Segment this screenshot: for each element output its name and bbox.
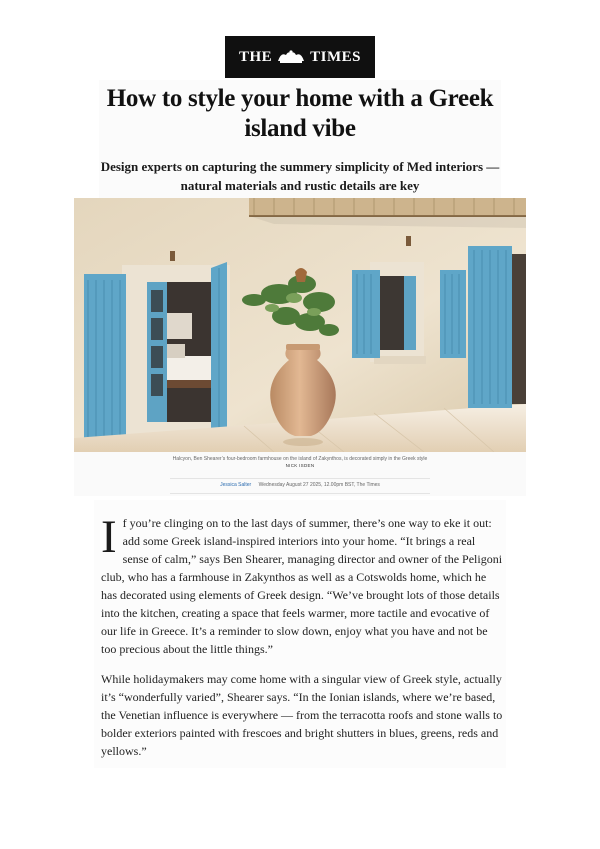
byline-divider-top (170, 478, 430, 479)
article-headline: How to style your home with a Greek island vibe (106, 85, 494, 142)
article-paragraph-1 (101, 511, 503, 658)
photo-credit: NICK ISDEN (285, 463, 315, 468)
hero-image-greek-farmhouse (74, 198, 526, 452)
author-link[interactable]: Jessica Salter (220, 482, 252, 488)
publish-date: Wednesday August 27 2025, 12.00pm BST, The Times (258, 482, 380, 488)
image-caption: Halcyon, Ben Shearer’s four-bedroom farmhouse on the island of Zakynthos, is decorated simply in the Greek style (172, 456, 428, 462)
article-standfirst: Design experts on capturing the summery simplicity of Med interiors — natural materials and rustic details are key (100, 159, 500, 193)
times-masthead-logo[interactable] (225, 36, 375, 78)
royal-crest-icon (274, 49, 308, 65)
drop-cap: I (101, 511, 117, 563)
masthead-left-word: THE (238, 48, 273, 65)
paragraph-1-text: f you’re clinging on to the last days of summer, there’s one way to eke it out: add some Greek island-inspired interiors into your home. “It brings a real sense of calm,” says Ben Shearer, managing director and owner of the Peligoni club, who has a farmhouse in Zakynthos as well as a Cotswolds home, which he has decorated using elements of Greek design. “We’ve brought lots of those details into the kitchen, creating a space that feels warmer, more tactile and evocative of our life in Greece. It’s a reminder to slow down, enjoy what you have and not be too precious about the little things.” (101, 516, 503, 656)
masthead-right-word: TIMES (310, 48, 362, 65)
article-body (101, 511, 503, 772)
article-paragraph-2: While holidaymakers may come home with a singular view of Greek style, actually it’s “wonderfully varied”, Shearer says. “In the Ionian islands, where we’re based, the Venetian influence is everywhere — from the terracotta roofs and stone walls to bolder exteriors painted with frescoes and bright shutters in blues, greens, reds and yellows.” (101, 672, 503, 758)
byline (170, 481, 430, 489)
byline-divider-bottom (170, 493, 430, 494)
